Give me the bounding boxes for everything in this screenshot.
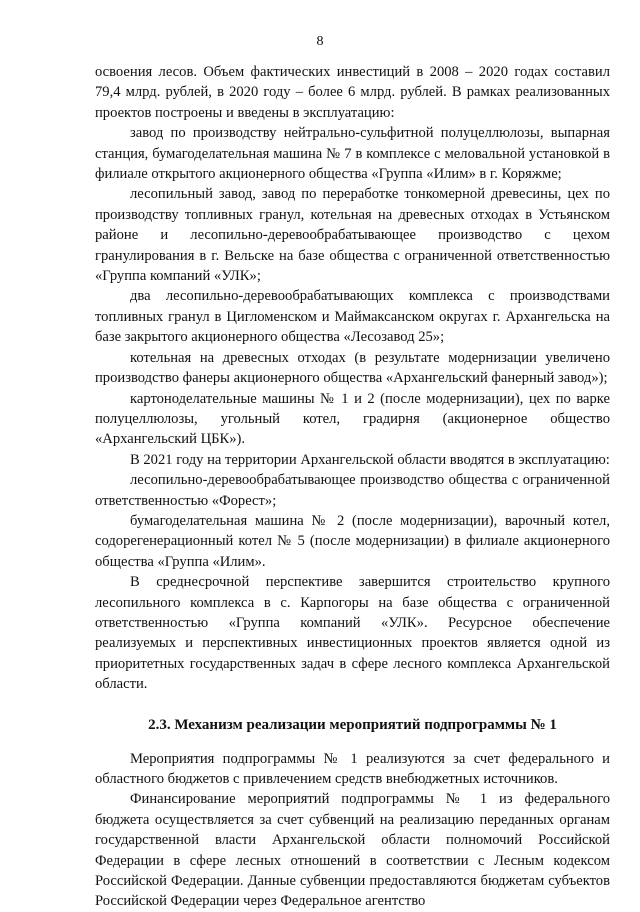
- paragraph: лесопильный завод, завод по переработке тонкомерной древесины, цех по производству топливных гранул, котельная на древесных отходах в Устьянском районе и лесопильно-деревообрабатывающее производство с цехом гранулирования в г. Вельске на базе общества с ограниченной ответственностью «Группа компаний «УЛК»;: [95, 186, 610, 285]
- paragraph: котельная на древесных отходах (в результате модернизации увеличено производство фанеры акционерного общества «Архангельский фанерный завод»);: [95, 349, 610, 387]
- paragraph: В среднесрочной перспективе завершится строительство крупного лесопильного комплекса в с. Карпогоры на базе общества с ограниченной ответственностью «Группа компаний «УЛК». Ресурсное обеспечение реализуемых и перспективных инвестиционных проектов является одной из приоритетных государственных задач в сфере лесного комплекса Архангельской области.: [95, 574, 610, 693]
- paragraph: картоноделательные машины № 1 и 2 (после модернизации), цех по варке полуцеллюлозы, угольный котел, градирня (акционерное общество «Архангельский ЦБК»).: [95, 390, 610, 448]
- paragraph: освоения лесов. Объем фактических инвестиций в 2008 – 2020 годах составил 79,4 млрд. рублей, в 2020 году – более 6 млрд. рублей. В рамках реализованных проектов построены и введены в эксплуатацию:: [95, 64, 610, 121]
- page-number: 8: [316, 34, 324, 49]
- paragraph: два лесопильно-деревообрабатывающих комплекса с производствами топливных гранул в Цигломенском и Маймаксанском округах г. Архангельска на базе закрытого акционерного общества «Лесозавод 25»;: [95, 288, 610, 346]
- paragraph: В 2021 году на территории Архангельской области вводятся в эксплуатацию:: [130, 451, 610, 468]
- paragraph: бумагоделательная машина № 2 (после модернизации), варочный котел, содорегенерационный котел № 5 (после модернизации) в филиале акционерного общества «Группа «Илим».: [95, 512, 610, 570]
- page-content: [95, 62, 610, 912]
- paragraph: лесопильно-деревообрабатывающее производство общества с ограниченной ответственностью «Форест»;: [95, 472, 610, 509]
- section-heading: 2.3. Механизм реализации мероприятий подпрограммы № 1: [148, 716, 557, 733]
- paragraph: завод по производству нейтрально-сульфитной полуцеллюлозы, выпарная станция, бумагоделательная машина № 7 в комплексе с меловальной установкой в филиале открытого акционерного общества «Группа «Илим» в г. Коряжме;: [95, 125, 610, 183]
- paragraph: Финансирование мероприятий подпрограммы № 1 из федерального бюджета осуществляется за счет субвенций на реализацию переданных органам государственной власти Архангельской области полномочий Российской Федерации в сфере лесных отношений в соответствии с Лесным кодексом Российской Федерации. Данные субвенции предоставляются бюджетам субъектов Российской Федерации через Федеральное агентство: [95, 791, 610, 910]
- paragraph: Мероприятия подпрограммы № 1 реализуются за счет федерального и областного бюджетов с привлечением средств внебюджетных источников.: [95, 750, 610, 787]
